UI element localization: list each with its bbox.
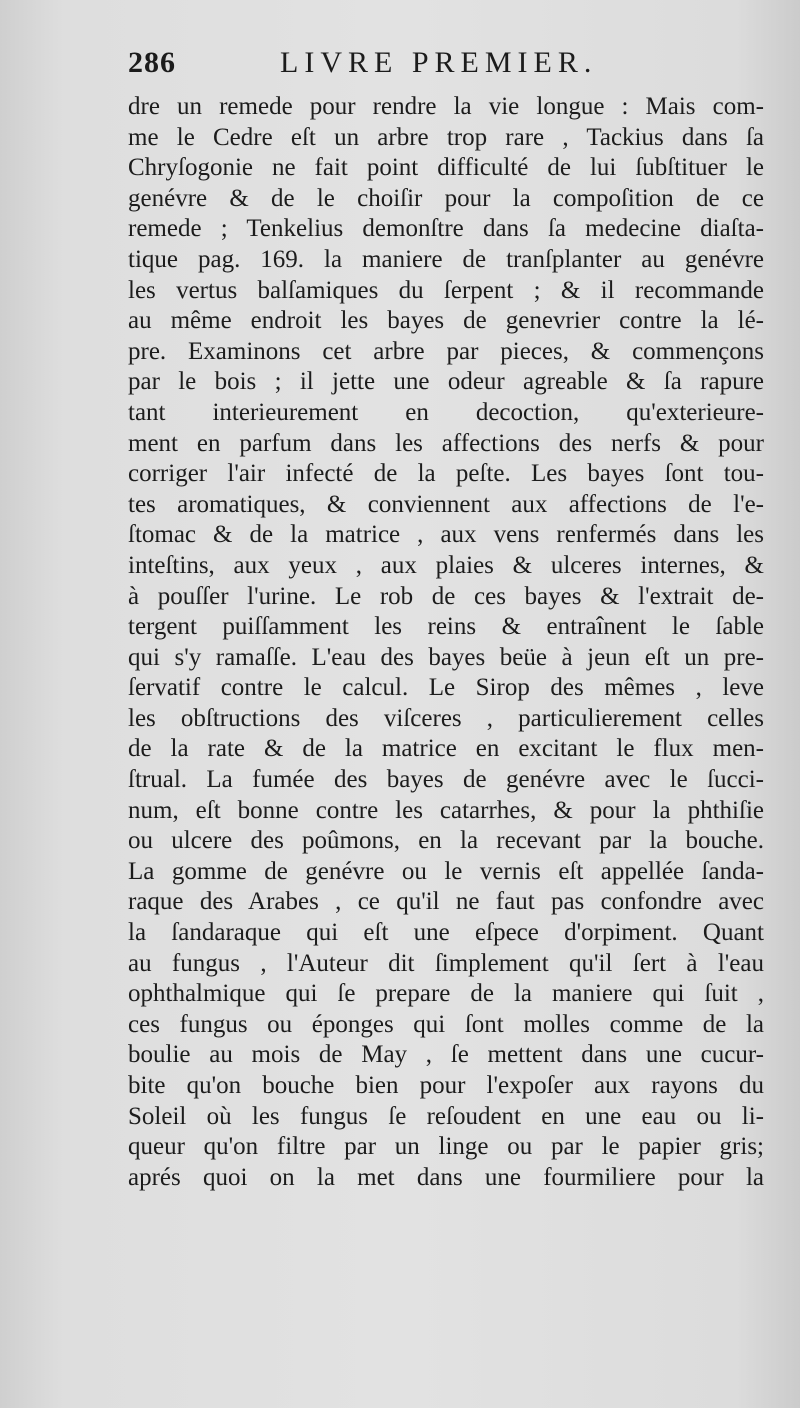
text-line: queur qu'on filtre par un linge ou par le papier gris;: [128, 1133, 764, 1161]
text-line: ſtomac & de la matrice , aux vens renfermés dans les: [128, 521, 764, 549]
text-line: bite qu'on bouche bien pour l'expoſer aux rayons du: [128, 1072, 764, 1099]
page-header: [128, 46, 628, 90]
text-line: genévre & de le choiſir pour la compoſition de ce: [128, 184, 764, 212]
text-line: inteſtins, aux yeux , aux plaies & ulceres internes, &: [128, 551, 764, 579]
text-line: remede ; Tenkelius demonſtre dans ſa medecine diaſta-: [128, 215, 764, 243]
text-line: me le Cedre eſt un arbre trop rare , Tackius dans ſa: [128, 123, 764, 151]
text-line: corriger l'air infecté de la peſte. Les bayes ſont tou-: [128, 460, 764, 488]
text-line: dre un remede pour rendre la vie longue : Mais com-: [128, 93, 764, 120]
text-line: qui s'y ramaſſe. L'eau des bayes beüe à jeun eſt un pre-: [128, 643, 764, 671]
text-line: les obſtructions des viſceres , particulierement celles: [128, 704, 764, 732]
text-line: boulie au mois de May , ſe mettent dans une cucur-: [128, 1041, 764, 1069]
text-line: de la rate & de la matrice en excitant le flux men-: [128, 735, 764, 763]
text-line: raque des Arabes , ce qu'il ne faut pas confondre avec: [128, 888, 764, 916]
text-line: Chryſogonie ne fait point difficulté de lui ſubſtituer le: [128, 154, 764, 182]
text-line: par le bois ; il jette une odeur agreable & ſa rapure: [128, 368, 764, 396]
text-line: tant interieurement en decoction, qu'exterieure-: [128, 398, 764, 426]
text-line: Soleil où les fungus ſe reſoudent en une eau ou li-: [128, 1102, 764, 1130]
text-line: ſervatif contre le calcul. Le Sirop des mêmes , leve: [128, 674, 764, 702]
text-line: la ſandaraque qui eſt une eſpece d'orpiment. Quant: [128, 919, 764, 947]
text-line: pre. Examinons cet arbre par pieces, & commençons: [128, 337, 764, 365]
text-line: à pouſſer l'urine. Le rob de ces bayes & l'extrait de-: [128, 582, 764, 610]
body-text: [128, 92, 764, 1193]
text-line: tergent puiſſamment les reins & entraînent le ſable: [128, 613, 764, 641]
text-line: ſtrual. La fumée des bayes de genévre avec le ſucci-: [128, 766, 764, 794]
text-line: ophthalmique qui ſe prepare de la maniere qui ſuit ,: [128, 980, 764, 1008]
text-line: au même endroit les bayes de genevrier contre la lé-: [128, 307, 764, 335]
text-line: ment en parfum dans les affections des nerfs & pour: [128, 429, 764, 457]
text-line: aprés quoi on la met dans une fourmiliere pour la: [128, 1163, 764, 1191]
text-line: tes aromatiques, & conviennent aux affections de l'e-: [128, 490, 764, 518]
text-line: au fungus , l'Auteur dit ſimplement qu'il ſert à l'eau: [128, 949, 764, 977]
running-head: LIVRE PREMIER.: [280, 46, 598, 79]
text-line: tique pag. 169. la maniere de tranſplanter au genévre: [128, 245, 764, 273]
page-number: 286: [128, 46, 176, 79]
text-line: La gomme de genévre ou le vernis eſt appellée ſanda-: [128, 857, 764, 885]
text-line: ou ulcere des poûmons, en la recevant par la bouche.: [128, 827, 764, 855]
text-line: les vertus balſamiques du ſerpent ; & il recommande: [128, 276, 764, 304]
text-line: num, eſt bonne contre les catarrhes, & pour la phthiſie: [128, 796, 764, 824]
text-line: ces fungus ou éponges qui ſont molles comme de la: [128, 1010, 764, 1038]
